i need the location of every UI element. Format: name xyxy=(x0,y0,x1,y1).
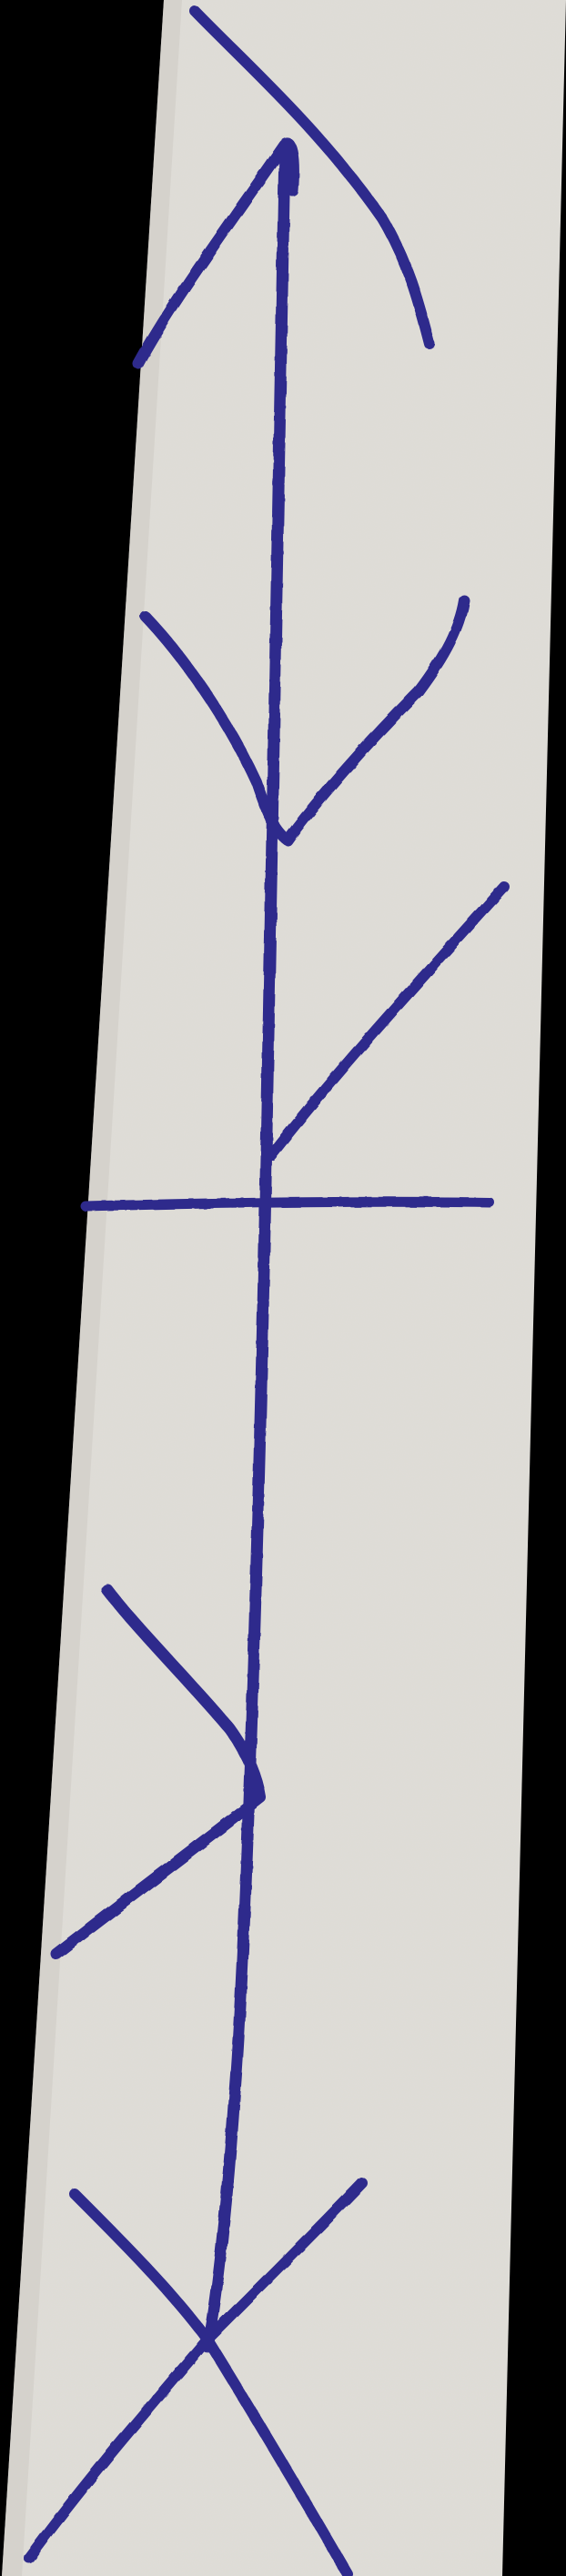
horizontal-crossbar xyxy=(86,1202,490,1206)
